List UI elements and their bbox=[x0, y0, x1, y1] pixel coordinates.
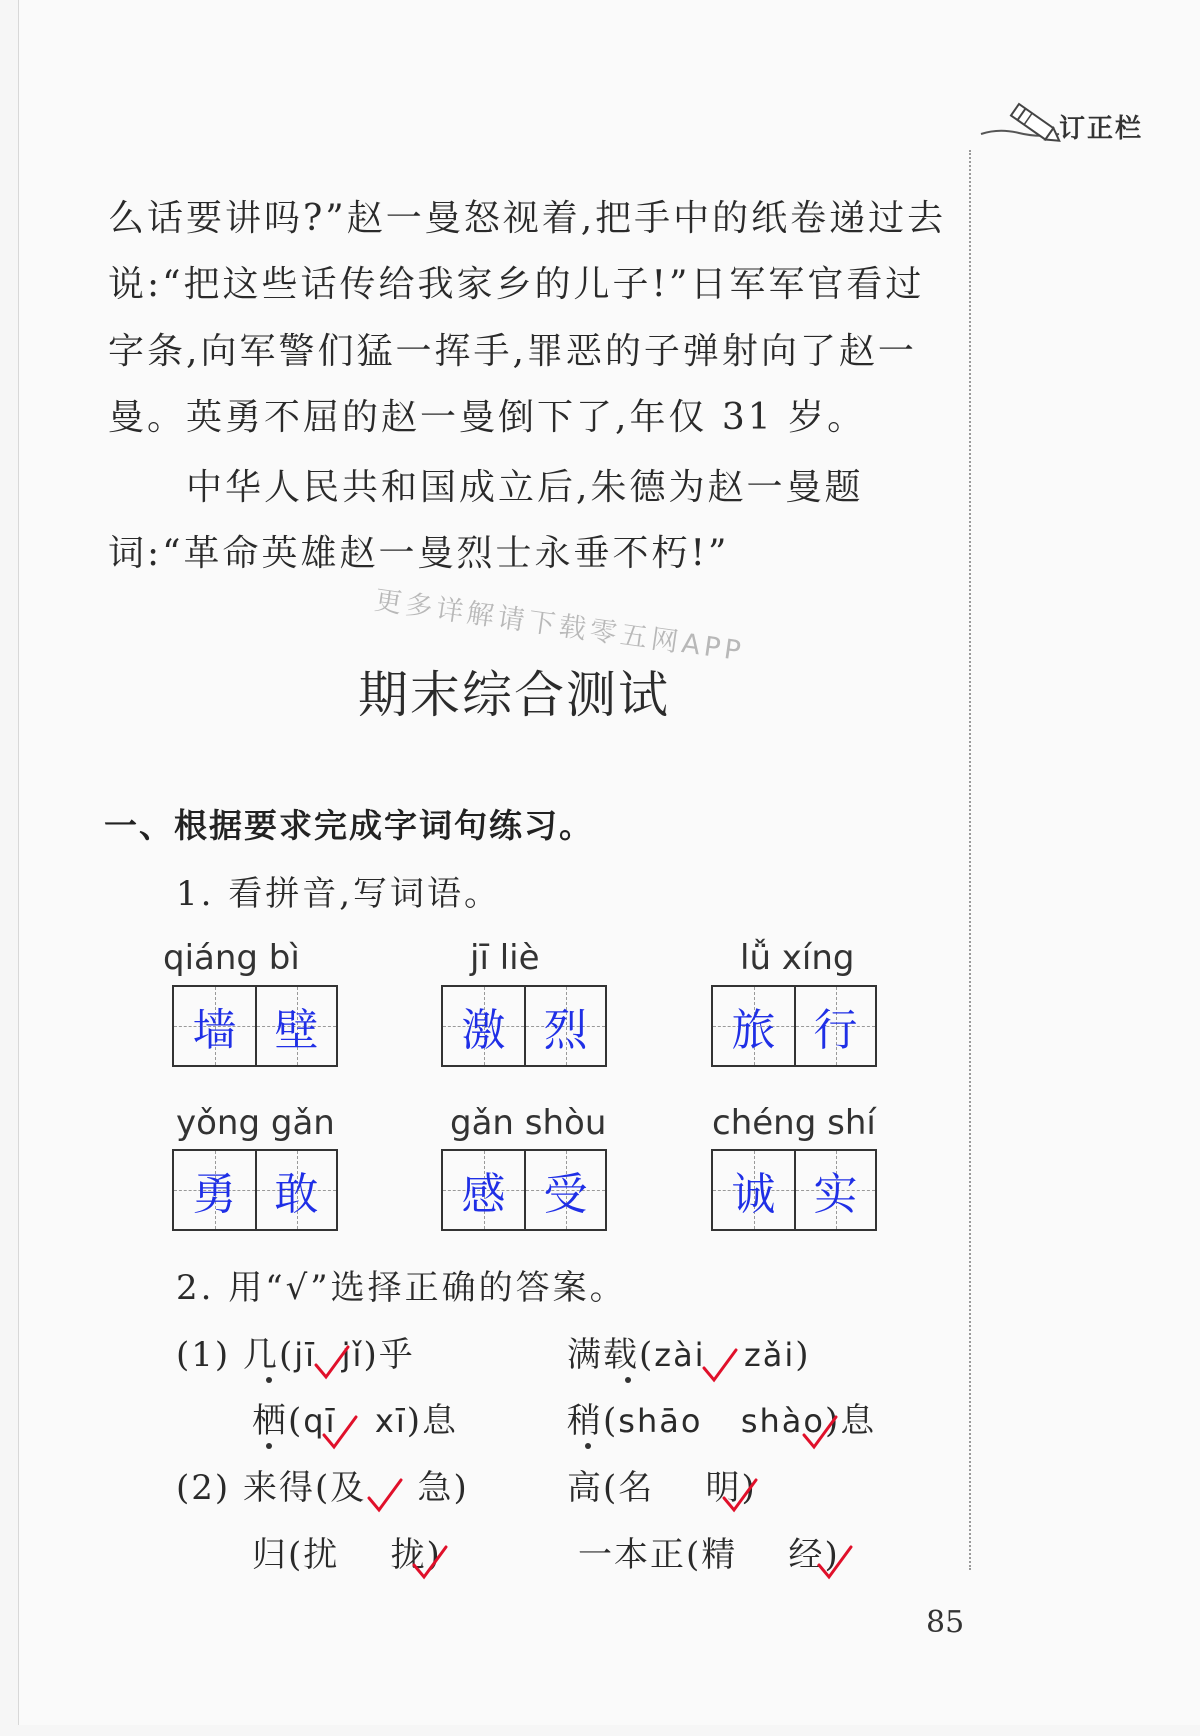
answer-char: 壁 bbox=[274, 1005, 319, 1056]
answer-char: 旅 bbox=[731, 1005, 776, 1056]
option-a[interactable]: qī bbox=[303, 1402, 337, 1440]
item-stem: 栖( bbox=[252, 1401, 304, 1441]
option-b[interactable]: zǎi bbox=[744, 1336, 796, 1374]
check-mark-icon bbox=[720, 1476, 760, 1516]
option-b[interactable]: jǐ bbox=[341, 1336, 364, 1374]
answer-char: 感 bbox=[461, 1169, 506, 1220]
option-a[interactable]: 精 bbox=[701, 1535, 738, 1575]
option-b[interactable]: 明 bbox=[705, 1468, 742, 1508]
item-stem: 高( bbox=[567, 1468, 619, 1508]
story-line-2: 说:“把这些话传给我家乡的儿子!”日军军官看过 bbox=[108, 264, 925, 305]
answer-grid-2[interactable] bbox=[441, 985, 607, 1067]
option-b[interactable]: xī bbox=[374, 1402, 407, 1440]
story-line-1: 么话要讲吗?”赵一曼怒视着,把手中的纸卷递过去 bbox=[108, 198, 947, 239]
item-stem: 一本正( bbox=[578, 1535, 702, 1575]
pinyin-3: lǚ xíng bbox=[740, 938, 855, 978]
option-a[interactable]: 扰 bbox=[303, 1535, 340, 1575]
answer-char: 诚 bbox=[731, 1169, 776, 1220]
correction-margin-rule bbox=[969, 150, 971, 1570]
option-b[interactable]: 急 bbox=[417, 1468, 454, 1508]
item-suffix: ) bbox=[795, 1335, 811, 1375]
option-a[interactable]: 及 bbox=[330, 1468, 367, 1508]
item-number: (1) bbox=[176, 1335, 231, 1375]
correction-label: 订正栏 bbox=[1059, 114, 1144, 144]
choice-item-5 bbox=[176, 1460, 469, 1509]
check-mark-icon bbox=[312, 1343, 352, 1383]
answer-grid-1[interactable] bbox=[172, 985, 338, 1067]
answer-grid-3[interactable] bbox=[711, 985, 877, 1067]
answer-char: 墙 bbox=[192, 1005, 237, 1056]
story-line-5: 中华人民共和国成立后,朱德为赵一曼题 bbox=[186, 467, 864, 508]
item-suffix: ) bbox=[741, 1468, 757, 1508]
answer-char: 烈 bbox=[543, 1005, 588, 1056]
pinyin-5: gǎn shòu bbox=[450, 1103, 607, 1143]
pinyin-1: qiáng bì bbox=[163, 938, 300, 978]
option-b[interactable]: shào bbox=[740, 1402, 825, 1440]
item-suffix: )乎 bbox=[363, 1335, 415, 1375]
pinyin-4: yǒng gǎn bbox=[176, 1103, 335, 1143]
item-stem: 几( bbox=[242, 1335, 295, 1375]
check-mark-icon bbox=[365, 1476, 405, 1516]
emphasis-dot bbox=[585, 1443, 591, 1449]
answer-grid-6[interactable] bbox=[711, 1149, 877, 1231]
item-stem: 满载( bbox=[567, 1335, 655, 1375]
check-mark-icon bbox=[410, 1543, 450, 1583]
item-number: (2) bbox=[176, 1468, 231, 1508]
choice-item-1 bbox=[176, 1327, 415, 1376]
emphasis-dot bbox=[625, 1377, 631, 1383]
choice-item-8 bbox=[578, 1527, 840, 1576]
page-number: 85 bbox=[926, 1605, 965, 1640]
item-stem: 来得( bbox=[242, 1468, 331, 1508]
option-a[interactable]: jī bbox=[294, 1336, 317, 1374]
story-line-4: 曼。英勇不屈的赵一曼倒下了,年仅 31 岁。 bbox=[108, 397, 867, 438]
option-a[interactable]: 名 bbox=[618, 1468, 655, 1508]
answer-char: 激 bbox=[461, 1005, 506, 1056]
test-title: 期末综合测试 bbox=[358, 666, 670, 724]
option-a[interactable]: zài bbox=[654, 1336, 706, 1374]
pinyin-2: jī liè bbox=[470, 938, 540, 978]
check-mark-icon bbox=[800, 1413, 840, 1453]
check-mark-icon bbox=[700, 1346, 740, 1386]
section-1-heading: 一、根据要求完成字词句练习。 bbox=[104, 806, 594, 845]
pinyin-6: chéng shí bbox=[712, 1103, 876, 1143]
item-stem: 稍( bbox=[567, 1401, 619, 1441]
item-suffix: ) bbox=[453, 1468, 469, 1508]
item-suffix: ) bbox=[824, 1535, 840, 1575]
answer-char: 勇 bbox=[192, 1169, 237, 1220]
choice-item-2 bbox=[567, 1327, 811, 1376]
watermark: 更多详解请下载零五网APP bbox=[372, 584, 747, 668]
check-mark-icon bbox=[320, 1413, 360, 1453]
answer-grid-4[interactable] bbox=[172, 1149, 338, 1231]
item-suffix: ) bbox=[426, 1535, 442, 1575]
item-stem: 归( bbox=[252, 1535, 304, 1575]
item-suffix: )息 bbox=[824, 1401, 877, 1441]
item-suffix: )息 bbox=[406, 1401, 458, 1441]
answer-grid-5[interactable] bbox=[441, 1149, 607, 1231]
story-line-3: 字条,向军警们猛一挥手,罪恶的子弹射向了赵一 bbox=[108, 331, 917, 372]
option-a[interactable]: shāo bbox=[618, 1402, 703, 1440]
answer-char: 敢 bbox=[274, 1169, 319, 1220]
check-mark-icon bbox=[815, 1543, 855, 1583]
emphasis-dot bbox=[266, 1377, 272, 1383]
answer-char: 受 bbox=[543, 1169, 588, 1220]
story-line-6: 词:“革命英雄赵一曼烈士永垂不朽!” bbox=[108, 533, 730, 574]
option-b[interactable]: 拢 bbox=[390, 1535, 427, 1575]
question-1-prompt: 1. 看拼音,写词语。 bbox=[176, 874, 502, 914]
answer-char: 实 bbox=[813, 1169, 858, 1220]
question-2-prompt: 2. 用“√”选择正确的答案。 bbox=[176, 1268, 627, 1308]
emphasis-dot bbox=[266, 1443, 272, 1449]
answer-char: 行 bbox=[813, 1005, 858, 1056]
option-b[interactable]: 经 bbox=[788, 1535, 825, 1575]
